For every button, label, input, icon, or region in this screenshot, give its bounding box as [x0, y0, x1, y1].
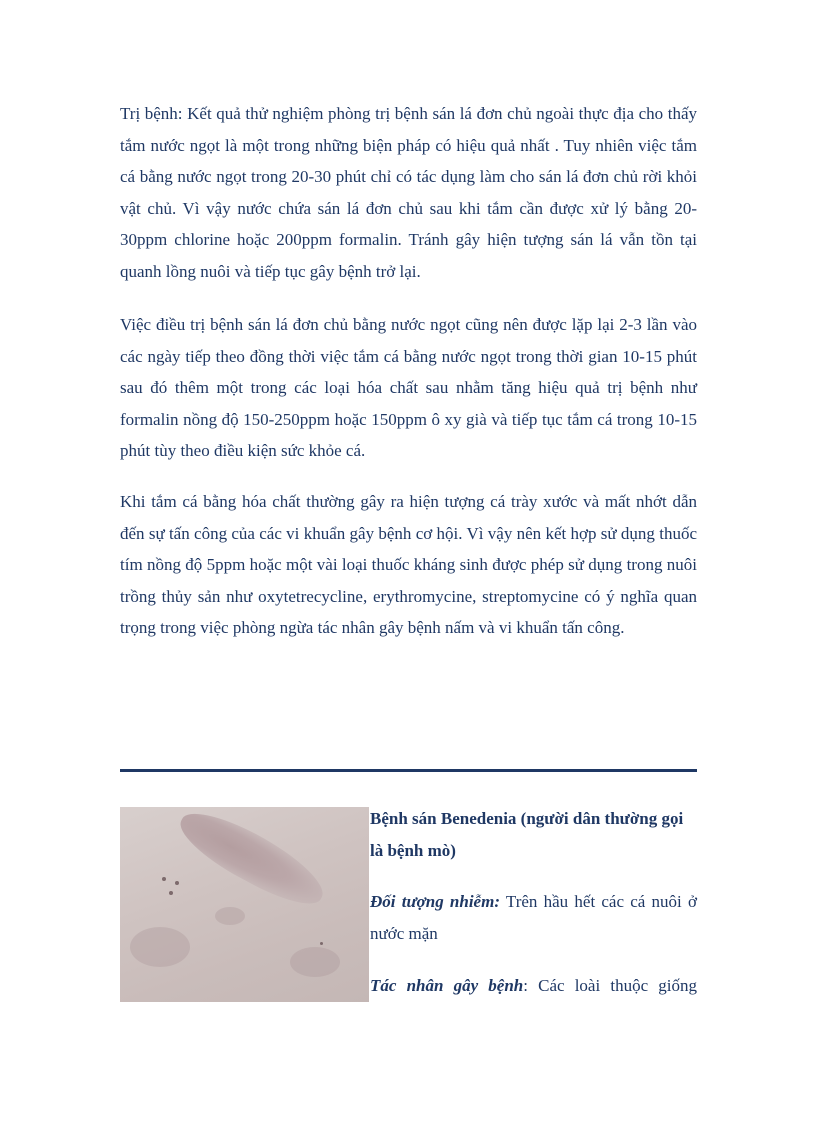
disease-title: Bệnh sán Benedenia (người dân thường gọi là bệnh mò)	[370, 809, 684, 860]
infected-target-label: Đối tượng nhiễm:	[370, 892, 500, 911]
paragraph-treatment: Trị bệnh: Kết quả thử nghiệm phòng trị bệnh sán lá đơn chủ ngoài thực địa cho thấy tắm nước ngọt là một trong những biện pháp có hiệu quả nhất . Tuy nhiên việc tắm cá bằng nước ngọt trong 20-30 phút chỉ có tác dụng làm cho sán lá đơn chủ rời khỏi vật chủ. Vì vậy nước chứa sán lá đơn chủ sau khi tắm cần được xử lý bằng 20-30ppm chlorine hoặc 200ppm formalin. Tránh gây hiện tượng sán lá vẫn tồn tại quanh lồng nuôi và tiếp tục gây bệnh trở lại.	[120, 104, 697, 281]
pathogen-agent	[370, 970, 697, 1002]
benedenia-photo	[120, 807, 369, 1002]
paragraph-chemical-bath: Khi tắm cá bằng hóa chất thường gây ra hiện tượng cá trày xước và mất nhớt dẫn đến sự tấn công của các vi khuẩn gây bệnh cơ hội. Vì vậy nên kết hợp sử dụng thuốc tím nồng độ 5ppm hoặc một vài loại thuốc kháng sinh được phép sử dụng trong nuôi trồng thủy sản như oxytetrecycline, erythromycine, streptomycine có ý nghĩa quan trọng trong việc phòng ngừa tác nhân gây bệnh nấm và vi khuẩn tấn công.	[120, 492, 697, 637]
section-divider	[120, 769, 697, 772]
paragraph-repeat-treatment: Việc điều trị bệnh sán lá đơn chủ bằng nước ngọt cũng nên được lặp lại 2-3 lần vào các ngày tiếp theo đồng thời việc tắm cá bằng nước ngọt trong thời gian 10-15 phút sau đó thêm một trong các loại hóa chất sau nhằm tăng hiệu quả trị bệnh như formalin nồng độ 150-250ppm hoặc 150ppm ô xy già và tiếp tục tắm cá trong 10-15 phút tùy theo điều kiện sức khỏe cá.	[120, 315, 697, 460]
pathogen-agent-text: : Các loài thuộc giống	[523, 976, 697, 995]
infected-target-text: Trên hầu hết các cá nuôi ở nước mặn	[370, 892, 697, 943]
infected-target	[370, 886, 697, 949]
parasite-shape	[171, 807, 334, 916]
pathogen-agent-label: Tác nhân gây bệnh	[370, 976, 524, 995]
